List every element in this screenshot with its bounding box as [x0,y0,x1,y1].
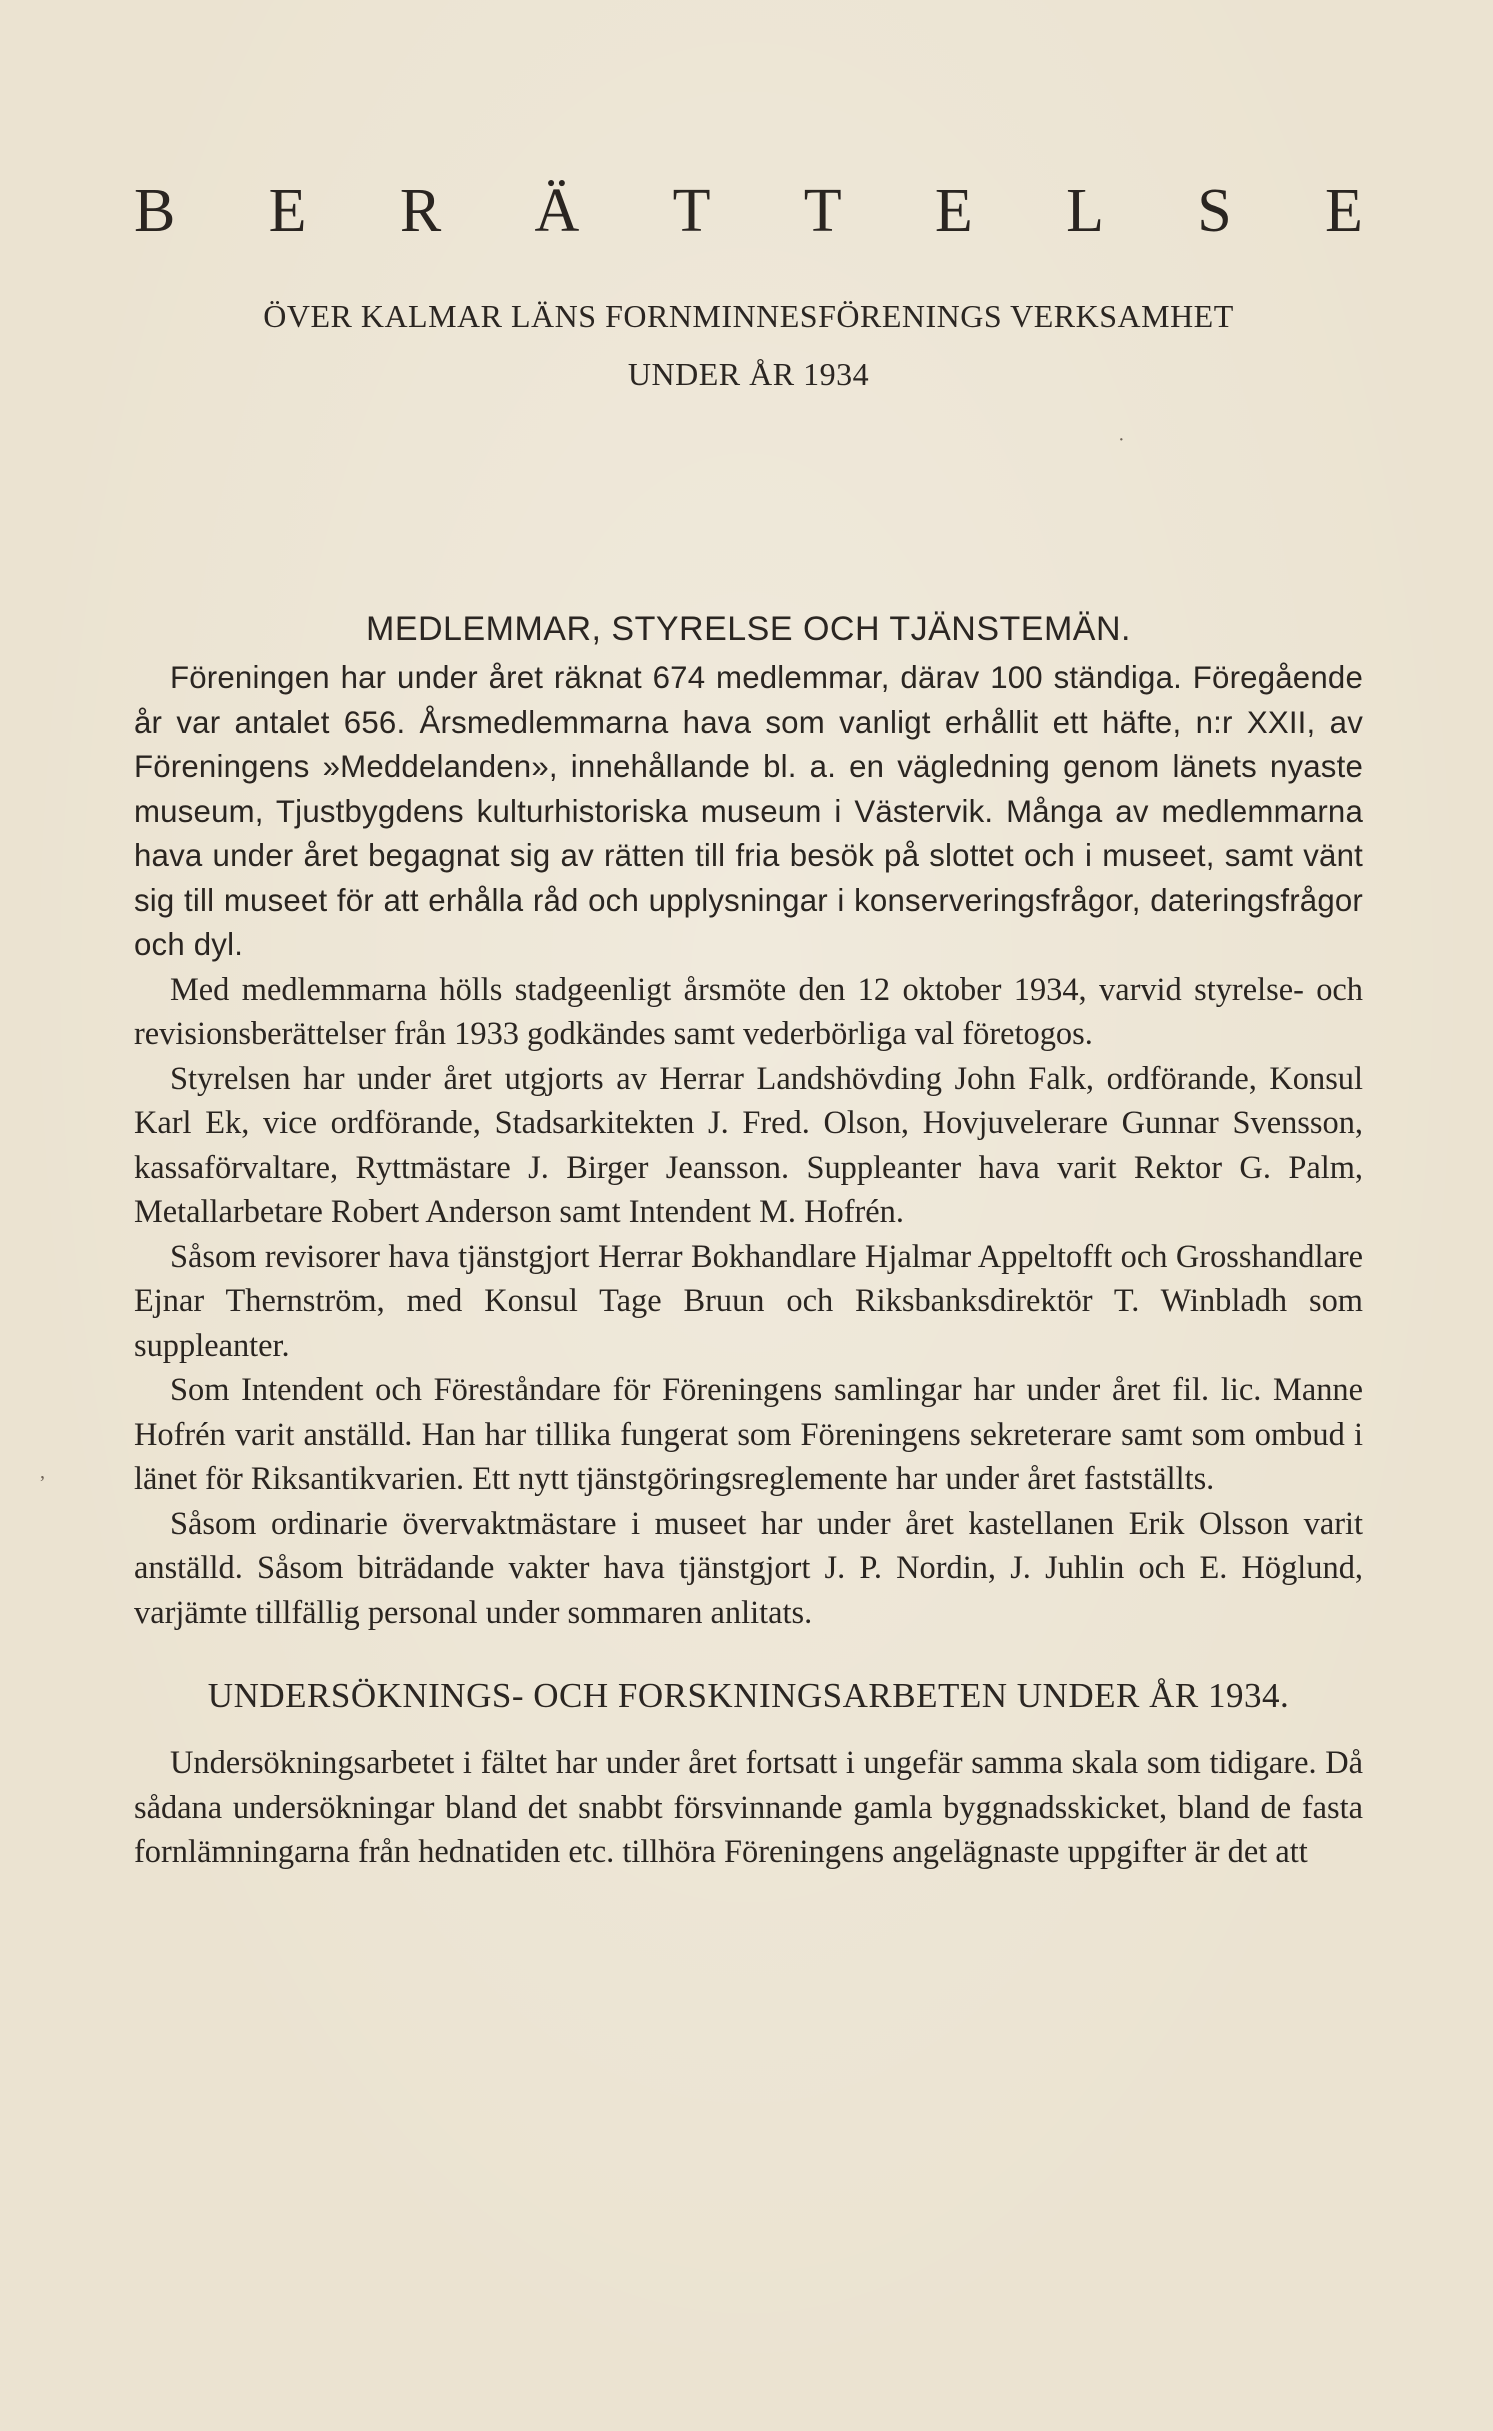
title-letter: T [672,177,711,245]
title-letter: Ä [534,177,580,245]
paper-speck-mark: · [1118,429,1125,451]
paragraph: Såsom revisorer hava tjänstgjort Herrar Bokhandlare Hjalmar Appeltofft och Grosshandlare Ejnar Thernström, med Konsul Tage Bruun och Riksbanksdirektör T. Winbladh som suppleanter. [134,1238,1363,1364]
title-letter: T [803,177,842,245]
title-letter: S [1197,177,1232,245]
title-letter: R [399,177,442,245]
paragraph: Styrelsen har under året utgjorts av Herrar Landshövding John Falk, ordförande, Konsul Karl Ek, vice ordförande, Stadsarkitekten J. Fred. Olson, Hovjuvelerare Gunnar Svensson, kassaförvaltare, Ryttmästare J. Birger Jeansson. Suppleanter hava varit Rektor G. Palm, Metallarbetare Robert Anderson samt Intendent M. Hofrén. [134,1060,1363,1230]
section-heading-members: MEDLEMMAR, STYRELSE OCH TJÄNSTEMÄN. [366,610,1131,648]
title-letter: E [268,177,307,245]
page-title [134,177,1363,245]
paragraph: Föreningen har under året räknat 674 medlemmar, därav 100 ständiga. Föregående år var antalet 656. Årsmedlemmarna hava som vanligt erhållit ett häfte, n:r XXII, av Föreningens »Meddelanden», innehållande bl. a. en vägledning genom länets nyaste museum, Tjustbygdens kulturhistoriska museum i Västervik. Många av medlemmarna hava under året begagnat sig av rätten till fria besök på slottet och i museet, samt vänt sig till museet för att erhålla råd och upplysningar i konserveringsfrågor, dateringsfrågor och dyl. [134,660,1363,962]
title-letter: L [1066,177,1104,245]
paragraph: Med medlemmarna hölls stadgeenligt årsmöte den 12 oktober 1934, varvid styrelse- och revisionsberättelser från 1933 godkändes samt vederbörliga val företogos. [134,971,1363,1052]
paper-speck-mark: , [40,1461,45,1483]
title-letter: E [934,177,973,245]
title-letter: E [1325,177,1363,245]
paragraph: Såsom ordinarie övervaktmästare i museet har under året kastellanen Erik Olsson varit anställd. Såsom biträdande vakter hava tjänstgjort J. P. Nordin, J. Juhlin och E. Höglund, varjämte tillfällig personal under sommaren anlitats. [134,1505,1363,1631]
section-members-body [134,656,1363,1635]
title-letter: B [134,177,176,245]
paragraph: Som Intendent och Föreståndare för Föreningens samlingar har under året fil. lic. Manne Hofrén varit anställd. Han har tillika fungerat som Föreningens sekreterare samt som ombud i länet för Riksantikvarien. Ett nytt tjänstgöringsreglemente har under året fastställts. [134,1372,1363,1497]
subtitle-line-1: ÖVER KALMAR LÄNS FORNMINNESFÖRENINGS VERKSAMHET [263,298,1234,334]
section-heading-research: UNDERSÖKNINGS- OCH FORSKNINGSARBETEN UNDER ÅR 1934. [207,1676,1290,1715]
paragraph: Undersökningsarbetet i fältet har under året fortsatt i ungefär samma skala som tidigare. Då sådana undersökningar bland det snabbt försvinnande gamla byggnadsskicket, bland de fasta fornlämningarna från hednatiden etc. tillhöra Föreningens angelägnaste uppgifter är det att [134,1745,1363,1870]
section-research-body [134,1741,1363,1875]
subtitle-line-2: UNDER ÅR 1934 [627,356,870,392]
